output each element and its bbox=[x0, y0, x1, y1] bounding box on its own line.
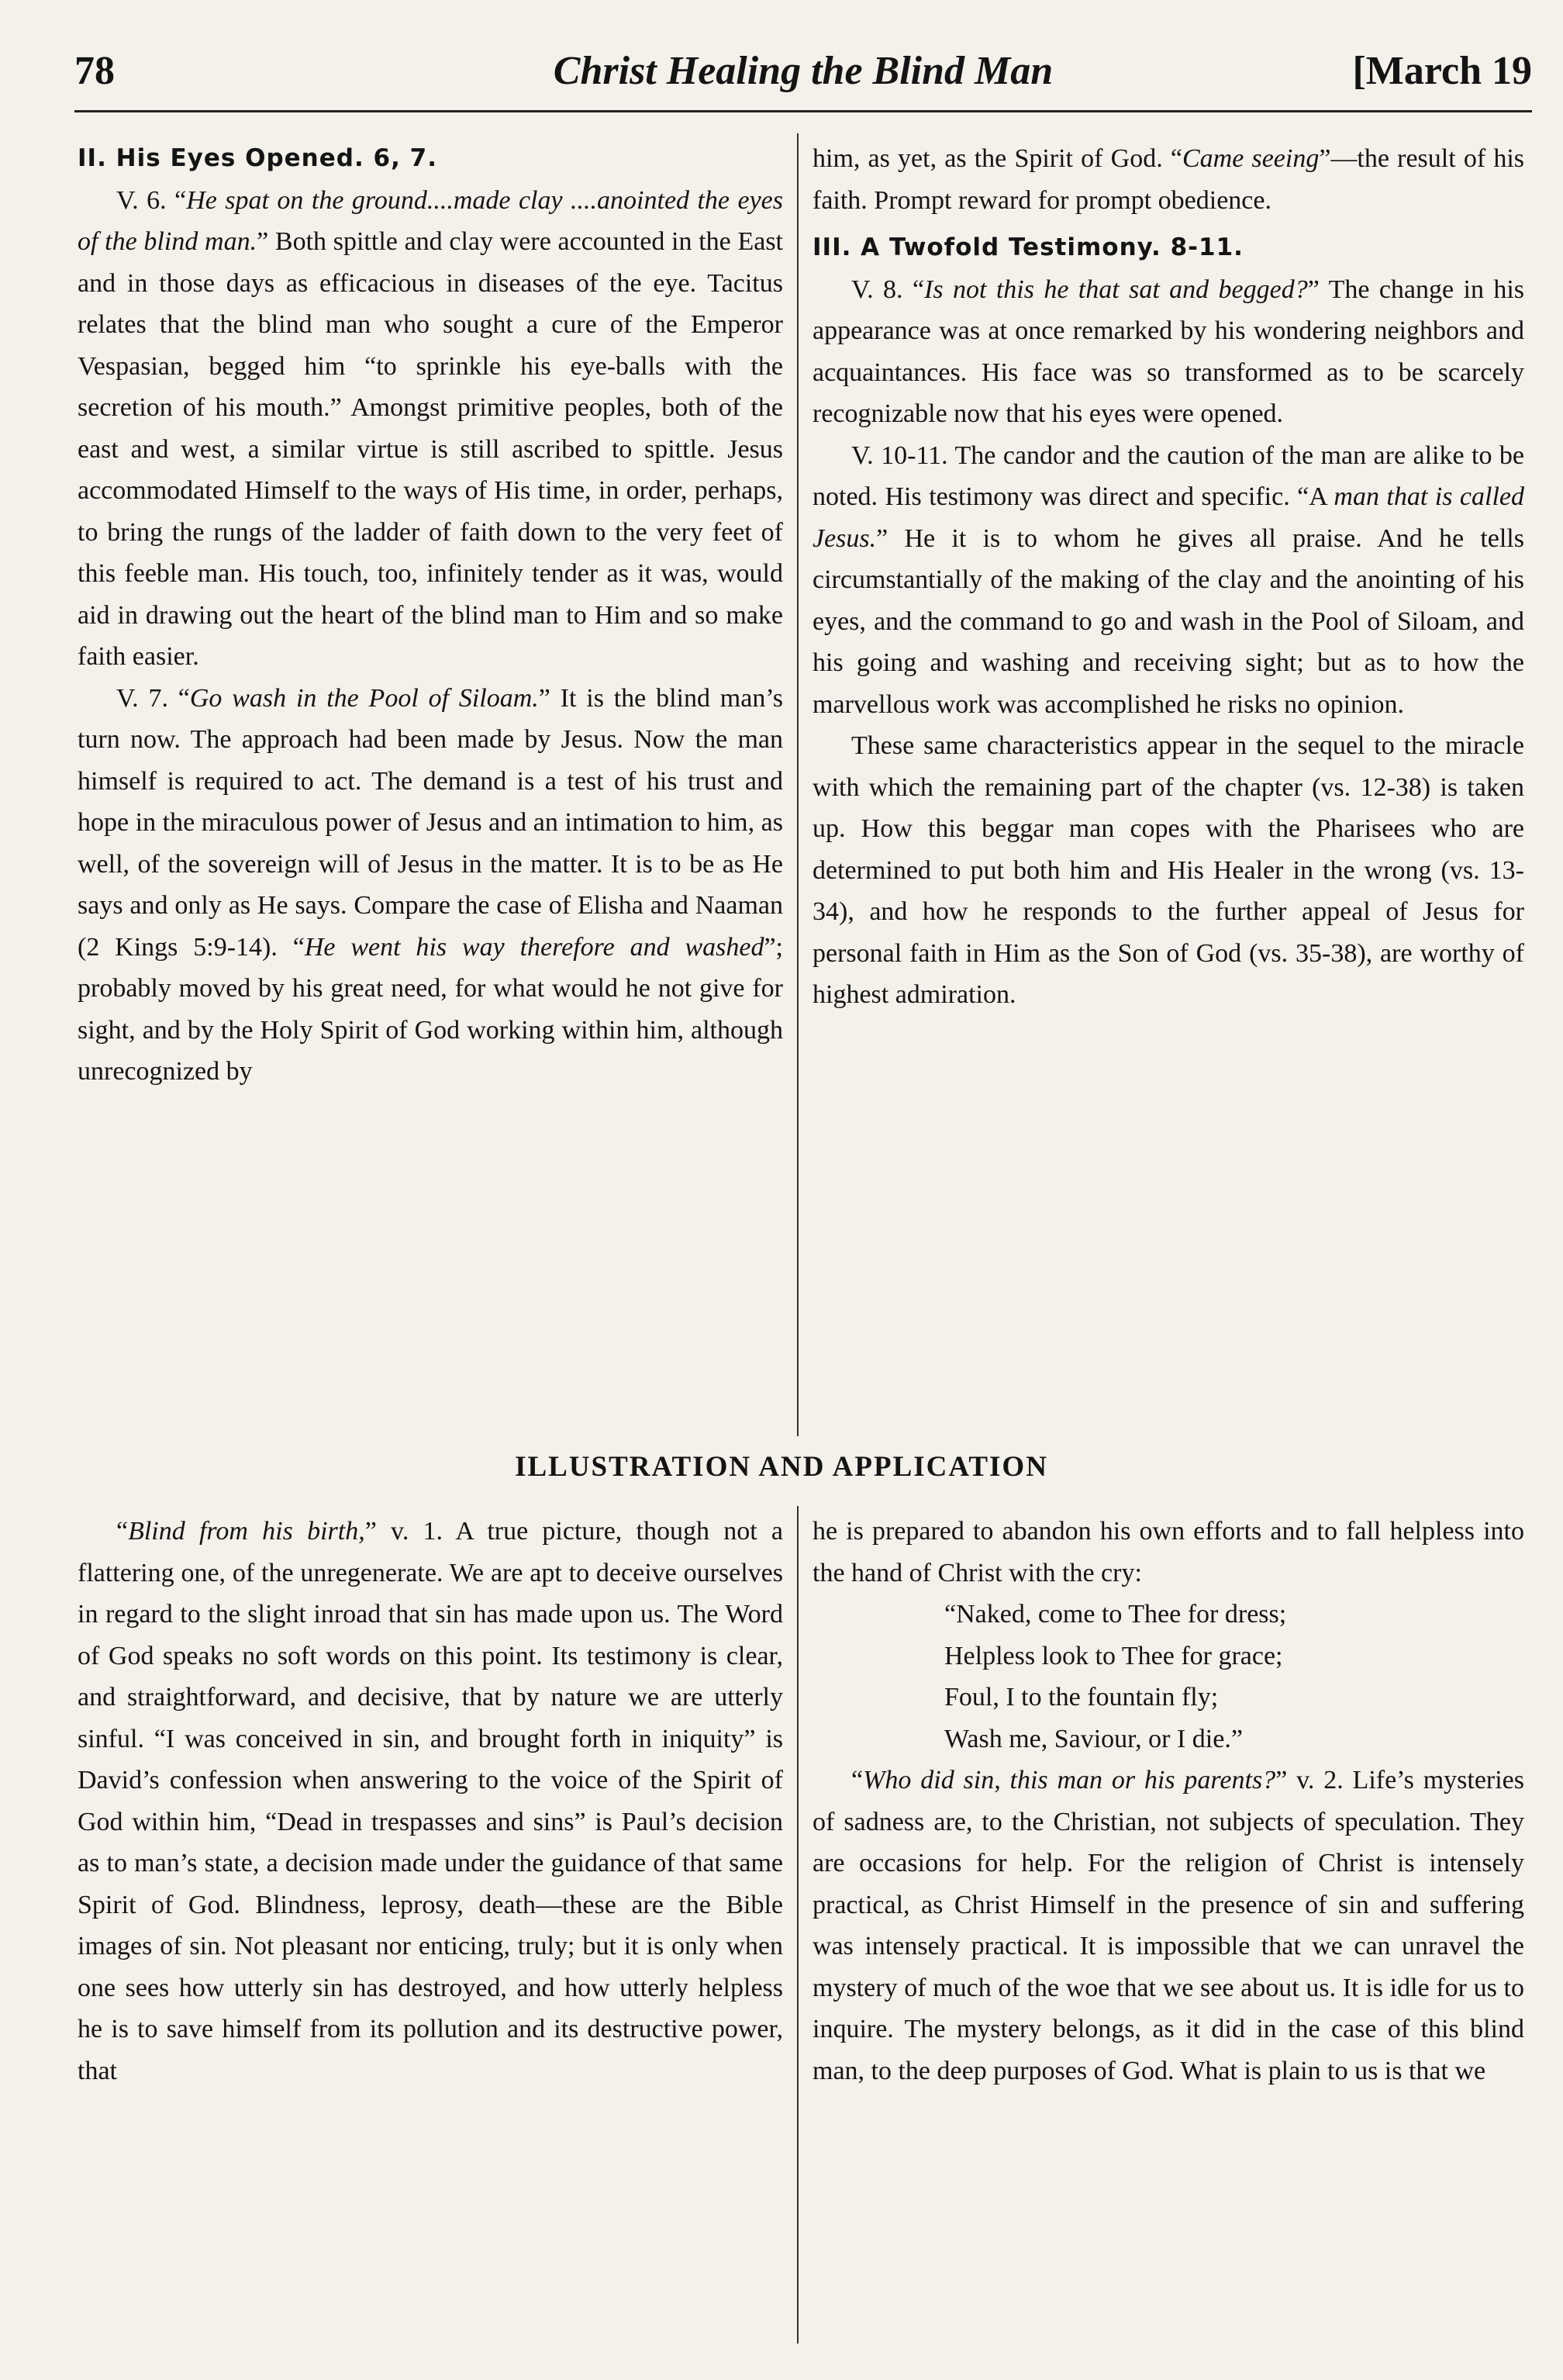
text: V. 6. “ bbox=[116, 185, 187, 215]
issue-date: [March 19 bbox=[1352, 49, 1532, 93]
paragraph-continued bbox=[813, 138, 1524, 221]
scripture-quote: man that is called Jesus. bbox=[813, 482, 1525, 553]
section-heading-twofold-testimony: III. A Twofold Testimony. 8-11. bbox=[813, 233, 1244, 261]
text: “ bbox=[116, 1517, 129, 1546]
scripture-quote: Who did sin, this man or his parents? bbox=[863, 1766, 1276, 1794]
text: V. 10-11. The candor and the caution of the man are alike to be noted. His testimony was direct and specific. “A bbox=[813, 440, 1524, 511]
text: him, as yet, as the Spirit of God. “ bbox=[813, 144, 1182, 173]
text: V. 8. “ bbox=[851, 275, 925, 304]
hymn-line: Wash me, Saviour, or I die.” bbox=[944, 1724, 1243, 1753]
scripture-quote: Blind from his birth, bbox=[128, 1517, 365, 1546]
header-rule bbox=[74, 110, 1532, 112]
text: V. 7. “ bbox=[116, 683, 190, 713]
column-left-top bbox=[78, 138, 783, 1093]
text: ” v. 1. A true picture, though not a flattering one, of the unregenerate. We are apt to deceive ourselves in regard to the slight inroad that sin has made upon us. The Word of God speaks no soft words on this point. Its testimony is clear, and straightforward, and decisive, that by nature we are utterly sinful. “I was conceived in sin, and brought forth in iniquity” is David’s confession when answering to the voice of the Spirit of God within him, “Dead in trespasses and sins” is Paul’s decision as to man’s state, a decision made under the guidance of that same Spirit of God. Blindness, leprosy, death—these are the Bible images of sin. Not pleasant nor enticing, truly; but it is only when one sees how utterly sin has destroyed, and how utterly helpless he is to save himself from its pollution and its destructive power, that bbox=[78, 1517, 783, 2085]
paragraph-sequel: These same characteristics appear in the sequel to the miracle with which the remaining part of the chapter (vs. 12-38) is taken up. How this beggar man copes with the Pharisees who are determined to put both him and His Healer in the wrong (vs. 13-34), and how he responds to the further appeal of Jesus for personal faith in Him as the Son of God (vs. 35-38), are worthy of highest admiration. bbox=[813, 731, 1524, 1009]
text: “ bbox=[851, 1766, 864, 1794]
text: ” v. 2. Life’s mysteries of sadness are, to the Christian, not subjects of speculation. They are occasions for help. For the religion of Christ is intensely practical, as Christ Himself in the presence of sin and suffering was intensely practical. It is impossible that we can unravel the mystery of much of the woe that we see about us. It is idle for us to inquire. The mystery belongs, as it did in the case of this blind man, to the deep purposes of God. What is plain to us is that we bbox=[813, 1766, 1524, 2085]
scripture-quote: Came seeing bbox=[1182, 144, 1320, 173]
page-number: 78 bbox=[74, 49, 115, 93]
paragraph-verse-7 bbox=[78, 678, 783, 1093]
scripture-quote: Is not this he that sat and begged? bbox=[924, 275, 1308, 304]
scripture-quote: Go wash in the Pool of Siloam. bbox=[189, 683, 539, 713]
hymn-quote bbox=[813, 1594, 1524, 1760]
hymn-line: Foul, I to the fountain fly; bbox=[944, 1683, 1219, 1712]
scripture-quote: He went his way therefore and washed bbox=[304, 932, 764, 962]
text: ” Both spittle and clay were accounted in the East and in those days as efficacious in diseases of the eye. Tacitus relates that the blind man who sought a cure of the Emperor Vespasian, begged him “to sprinkle his eye-balls with the secretion of his mouth.” Amongst primitive peoples, both of the east and west, a similar virtue is still ascribed to spittle. Jesus accommodated Himself to the ways of His time, in order, perhaps, to bring the rungs of the ladder of faith down to the very feet of this feeble man. His touch, too, infinitely tender as it was, would aid in drawing out the heart of the blind man to Him and so make faith easier. bbox=[78, 227, 783, 671]
text: ” The change in his appearance was at once remarked by his wondering neighbors and acquaintances. His face was so transformed as to be scarcely recognizable now that his eyes were opened. bbox=[813, 275, 1525, 428]
running-title: Christ Healing the Blind Man bbox=[553, 49, 1054, 93]
paragraph-blind-from-birth bbox=[78, 1511, 783, 2092]
column-right-bottom bbox=[813, 1511, 1524, 2092]
paragraph-verse-6 bbox=[78, 180, 783, 678]
section-heading-eyes-opened: II. His Eyes Opened. 6, 7. bbox=[78, 144, 438, 172]
column-left-bottom bbox=[78, 1511, 783, 2092]
column-divider-bottom bbox=[797, 1506, 799, 2344]
paragraph-verse-8 bbox=[813, 269, 1524, 435]
scripture-quote: He spat on the ground....made clay ....anointed the eyes of the blind man. bbox=[78, 185, 783, 256]
text: ” He it is to whom he gives all praise. And he tells circumstantially of the making of the clay and the anointing of his eyes, and the command to go and wash in the Pool of Siloam, and his going and washing and receiving sight; but as to how the marvellous work was accomplished he risks no opinion. bbox=[813, 523, 1524, 719]
paragraph-continued: he is prepared to abandon his own efforts and to fall helpless into the hand of Christ with the cry: bbox=[813, 1517, 1524, 1587]
paragraph-who-did-sin bbox=[813, 1760, 1524, 2092]
text: ”; probably moved by his great need, for what would he not give for sight, and by the Holy Spirit of God working within him, although unrecognized by bbox=[78, 932, 783, 1086]
column-divider-top bbox=[797, 133, 799, 1436]
hymn-line: Helpless look to Thee for grace; bbox=[944, 1641, 1283, 1670]
paragraph-verse-10-11 bbox=[813, 435, 1524, 726]
text: ” It is the blind man’s turn now. The approach had been made by Jesus. Now the man himself is required to act. The demand is a test of his trust and hope in the miraculous power of Jesus and an intimation to him, as well, of the sovereign will of Jesus in the matter. It is to be as He says and only as He says. Compare the case of Elisha and Naaman (2 Kings 5:9-14). “ bbox=[78, 683, 783, 962]
running-header bbox=[74, 48, 1532, 102]
column-right-top bbox=[813, 138, 1524, 1016]
illustration-heading: ILLUSTRATION AND APPLICATION bbox=[515, 1451, 1048, 1483]
hymn-line: “Naked, come to Thee for dress; bbox=[944, 1600, 1287, 1629]
text: ”—the result of his faith. Prompt reward for prompt obedience. bbox=[813, 144, 1525, 215]
